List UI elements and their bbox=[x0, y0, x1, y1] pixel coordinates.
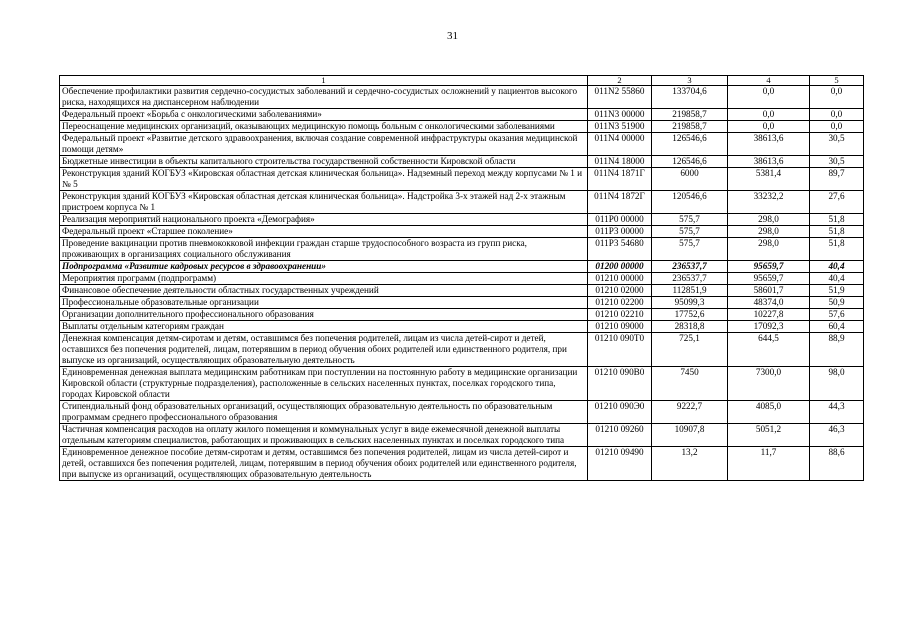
row-name-cell: Единовременная денежная выплата медицинским работникам при поступлении на постоянную работу в медицинские организации Кировской области (структурные подразделения), расположенные в сельских населенных пунктах, поселках городского типа, городах Кировской области bbox=[60, 367, 588, 401]
row-plan-cell: 28318,8 bbox=[652, 321, 728, 333]
row-name-cell: Реконструкция зданий КОГБУЗ «Кировская областная детская клиническая больница». Надстройка 3-х этажей над 2-х этажным пристроем корпуса № 1 bbox=[60, 191, 588, 214]
row-plan-cell: 120546,6 bbox=[652, 191, 728, 214]
row-plan-cell: 6000 bbox=[652, 168, 728, 191]
row-fact-cell: 0,0 bbox=[728, 109, 810, 121]
row-name-cell: Подпрограмма «Развитие кадровых ресурсов в здравоохранении» bbox=[60, 261, 588, 273]
row-name-cell: Мероприятия программ (подпрограмм) bbox=[60, 273, 588, 285]
row-code-cell: 01210 09000 bbox=[588, 321, 652, 333]
row-name-cell: Переоснащение медицинских организаций, оказывающих медицинскую помощь больным с онкологическими заболеваниями bbox=[60, 121, 588, 133]
table-row bbox=[60, 309, 864, 321]
row-percent-cell: 40,4 bbox=[810, 261, 864, 273]
row-plan-cell: 575,7 bbox=[652, 226, 728, 238]
row-code-cell: 01210 02210 bbox=[588, 309, 652, 321]
table-row bbox=[60, 214, 864, 226]
row-percent-cell: 89,7 bbox=[810, 168, 864, 191]
table-row bbox=[60, 321, 864, 333]
table-row bbox=[60, 109, 864, 121]
row-plan-cell: 17752,6 bbox=[652, 309, 728, 321]
table-row bbox=[60, 401, 864, 424]
row-code-cell: 011N4 18000 bbox=[588, 156, 652, 168]
row-fact-cell: 11,7 bbox=[728, 447, 810, 481]
row-fact-cell: 298,0 bbox=[728, 214, 810, 226]
row-fact-cell: 0,0 bbox=[728, 86, 810, 109]
row-percent-cell: 51,9 bbox=[810, 285, 864, 297]
row-code-cell: 011N4 00000 bbox=[588, 133, 652, 156]
header-col-2: 2 bbox=[588, 76, 652, 86]
row-name-cell: Проведение вакцинации против пневмококковой инфекции граждан старше трудоспособного возраста из групп риска, проживающих в организациях социального обслуживания bbox=[60, 238, 588, 261]
row-plan-cell: 112851,9 bbox=[652, 285, 728, 297]
row-plan-cell: 575,7 bbox=[652, 238, 728, 261]
row-code-cell: 01200 00000 bbox=[588, 261, 652, 273]
row-name-cell: Стипендиальный фонд образовательных организаций, осуществляющих образовательную деятельность по образовательным программам среднего профессионального образования bbox=[60, 401, 588, 424]
table-row bbox=[60, 261, 864, 273]
row-fact-cell: 4085,0 bbox=[728, 401, 810, 424]
row-percent-cell: 88,9 bbox=[810, 333, 864, 367]
row-code-cell: 01210 090Т0 bbox=[588, 333, 652, 367]
header-col-4: 4 bbox=[728, 76, 810, 86]
row-percent-cell: 51,8 bbox=[810, 226, 864, 238]
row-name-cell: Реконструкция зданий КОГБУЗ «Кировская областная детская клиническая больница». Надземный переход между корпусами № 1 и № 5 bbox=[60, 168, 588, 191]
row-plan-cell: 10907,8 bbox=[652, 424, 728, 447]
row-fact-cell: 38613,6 bbox=[728, 156, 810, 168]
row-percent-cell: 51,8 bbox=[810, 238, 864, 261]
table-row bbox=[60, 447, 864, 481]
row-fact-cell: 5381,4 bbox=[728, 168, 810, 191]
header-col-5: 5 bbox=[810, 76, 864, 86]
row-percent-cell: 51,8 bbox=[810, 214, 864, 226]
row-fact-cell: 298,0 bbox=[728, 226, 810, 238]
row-fact-cell: 95659,7 bbox=[728, 261, 810, 273]
row-percent-cell: 60,4 bbox=[810, 321, 864, 333]
row-plan-cell: 133704,6 bbox=[652, 86, 728, 109]
row-name-cell: Федеральный проект «Старшее поколение» bbox=[60, 226, 588, 238]
row-fact-cell: 644,5 bbox=[728, 333, 810, 367]
row-code-cell: 01210 00000 bbox=[588, 273, 652, 285]
row-code-cell: 01210 090Э0 bbox=[588, 401, 652, 424]
table-row bbox=[60, 168, 864, 191]
row-code-cell: 011N3 00000 bbox=[588, 109, 652, 121]
row-code-cell: 01210 09260 bbox=[588, 424, 652, 447]
row-percent-cell: 88,6 bbox=[810, 447, 864, 481]
row-name-cell: Единовременное денежное пособие детям-сиротам и детям, оставшимся без попечения родителей, лицам из числа детей-сирот и детей, оставшихся без попечения родителей, лицам, потерявшим в период обучения обоих родителей или единственного родителя, при выпуске из организаций, осуществляющих образовательную деятельность bbox=[60, 447, 588, 481]
row-plan-cell: 9222,7 bbox=[652, 401, 728, 424]
row-percent-cell: 0,0 bbox=[810, 109, 864, 121]
table-row bbox=[60, 86, 864, 109]
table-row bbox=[60, 333, 864, 367]
row-code-cell: 01210 090В0 bbox=[588, 367, 652, 401]
row-plan-cell: 236537,7 bbox=[652, 261, 728, 273]
row-fact-cell: 95659,7 bbox=[728, 273, 810, 285]
row-percent-cell: 0,0 bbox=[810, 86, 864, 109]
row-fact-cell: 5051,2 bbox=[728, 424, 810, 447]
table-header-row bbox=[60, 76, 864, 86]
row-plan-cell: 725,1 bbox=[652, 333, 728, 367]
row-code-cell: 01210 09490 bbox=[588, 447, 652, 481]
row-percent-cell: 30,5 bbox=[810, 156, 864, 168]
row-percent-cell: 46,3 bbox=[810, 424, 864, 447]
row-name-cell: Федеральный проект «Развитие детского здравоохранения, включая создание современной инфраструктуры оказания медицинской помощи детям» bbox=[60, 133, 588, 156]
row-plan-cell: 219858,7 bbox=[652, 121, 728, 133]
row-percent-cell: 27,6 bbox=[810, 191, 864, 214]
table-row bbox=[60, 424, 864, 447]
row-code-cell: 01210 02200 bbox=[588, 297, 652, 309]
row-code-cell: 011N4 1871Г bbox=[588, 168, 652, 191]
row-name-cell: Бюджетные инвестиции в объекты капитального строительства государственной собственности Кировской области bbox=[60, 156, 588, 168]
table-row bbox=[60, 226, 864, 238]
row-fact-cell: 48374,0 bbox=[728, 297, 810, 309]
row-fact-cell: 17092,3 bbox=[728, 321, 810, 333]
table-row bbox=[60, 121, 864, 133]
row-name-cell: Организации дополнительного профессионального образования bbox=[60, 309, 588, 321]
row-name-cell: Частичная компенсация расходов на оплату жилого помещения и коммунальных услуг в виде ежемесячной денежной выплаты отдельным категориям специалистов, работающих и проживающих в сельских населенных пунктах и поселках городского типа bbox=[60, 424, 588, 447]
row-fact-cell: 0,0 bbox=[728, 121, 810, 133]
table-row bbox=[60, 273, 864, 285]
row-percent-cell: 40,4 bbox=[810, 273, 864, 285]
table-body bbox=[60, 86, 864, 481]
row-plan-cell: 13,2 bbox=[652, 447, 728, 481]
row-name-cell: Обеспечение профилактики развития сердечно-сосудистых заболеваний и сердечно-сосудистых осложнений у пациентов высокого риска, находящихся на диспансерном наблюдении bbox=[60, 86, 588, 109]
row-plan-cell: 236537,7 bbox=[652, 273, 728, 285]
row-fact-cell: 38613,6 bbox=[728, 133, 810, 156]
row-name-cell: Финансовое обеспечение деятельности областных государственных учреждений bbox=[60, 285, 588, 297]
row-code-cell: 011P0 00000 bbox=[588, 214, 652, 226]
row-plan-cell: 126546,6 bbox=[652, 156, 728, 168]
row-fact-cell: 58601,7 bbox=[728, 285, 810, 297]
row-percent-cell: 50,9 bbox=[810, 297, 864, 309]
row-name-cell: Выплаты отдельным категориям граждан bbox=[60, 321, 588, 333]
row-percent-cell: 44,3 bbox=[810, 401, 864, 424]
row-code-cell: 011P3 00000 bbox=[588, 226, 652, 238]
row-fact-cell: 33232,2 bbox=[728, 191, 810, 214]
row-plan-cell: 575,7 bbox=[652, 214, 728, 226]
page-number: 31 bbox=[447, 30, 458, 42]
table-row bbox=[60, 191, 864, 214]
table-row bbox=[60, 285, 864, 297]
table-row bbox=[60, 367, 864, 401]
row-name-cell: Реализация мероприятий национального проекта «Демография» bbox=[60, 214, 588, 226]
row-fact-cell: 298,0 bbox=[728, 238, 810, 261]
row-percent-cell: 98,0 bbox=[810, 367, 864, 401]
row-plan-cell: 95099,3 bbox=[652, 297, 728, 309]
row-percent-cell: 0,0 bbox=[810, 121, 864, 133]
row-code-cell: 011N2 55860 bbox=[588, 86, 652, 109]
row-percent-cell: 57,6 bbox=[810, 309, 864, 321]
header-col-1: 1 bbox=[60, 76, 588, 86]
row-code-cell: 011N4 1872Г bbox=[588, 191, 652, 214]
row-code-cell: 011N3 51900 bbox=[588, 121, 652, 133]
row-name-cell: Профессиональные образовательные организации bbox=[60, 297, 588, 309]
row-plan-cell: 7450 bbox=[652, 367, 728, 401]
table-row bbox=[60, 297, 864, 309]
table-row bbox=[60, 133, 864, 156]
row-fact-cell: 10227,8 bbox=[728, 309, 810, 321]
budget-table bbox=[59, 75, 864, 481]
table-row bbox=[60, 238, 864, 261]
row-code-cell: 01210 02000 bbox=[588, 285, 652, 297]
table-row bbox=[60, 156, 864, 168]
row-percent-cell: 30,5 bbox=[810, 133, 864, 156]
row-plan-cell: 219858,7 bbox=[652, 109, 728, 121]
row-fact-cell: 7300,0 bbox=[728, 367, 810, 401]
row-name-cell: Денежная компенсация детям-сиротам и детям, оставшимся без попечения родителей, лицам из числа детей-сирот и детей, оставшихся без попечения родителей, лицам, потерявшим в период обучения обоих родителей или единственного родителя, при выпуске из организаций, осуществляющих образовательную деятельность bbox=[60, 333, 588, 367]
header-col-3: 3 bbox=[652, 76, 728, 86]
row-plan-cell: 126546,6 bbox=[652, 133, 728, 156]
row-name-cell: Федеральный проект «Борьба с онкологическими заболеваниями» bbox=[60, 109, 588, 121]
row-code-cell: 011P3 54680 bbox=[588, 238, 652, 261]
